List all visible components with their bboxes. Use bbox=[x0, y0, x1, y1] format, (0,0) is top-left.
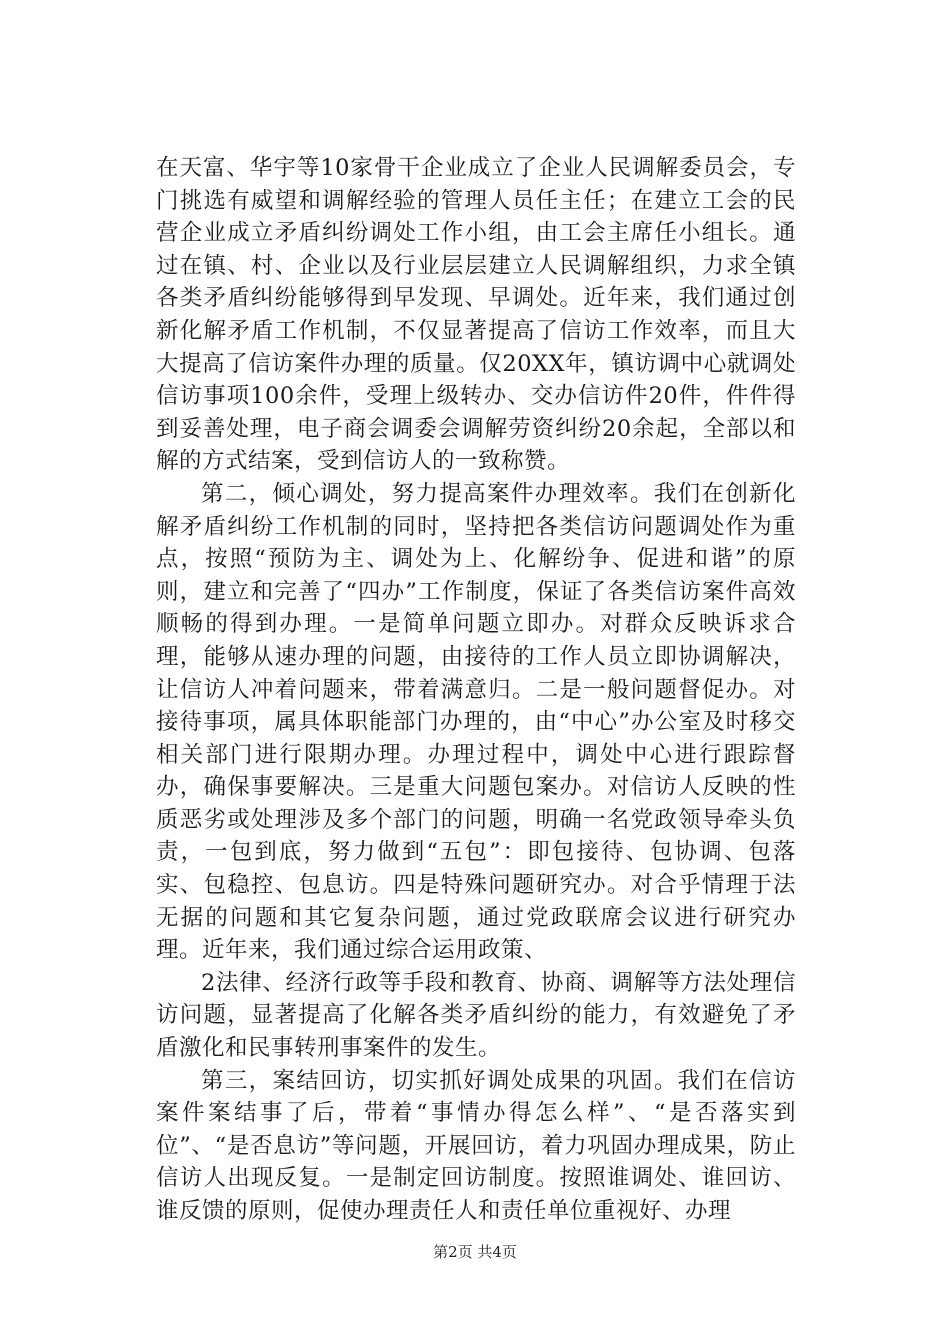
paragraph-3: 2法律、经济行政等手段和教育、协商、调解等方法处理信访问题，显著提高了化解各类矛盾纠纷的能力，有效避免了矛盾激化和民事转刑事案件的发生。 bbox=[156, 969, 796, 1062]
paragraph-4: 第三，案结回访，切实抓好调处成果的巩固。我们在信访案件案结事了后，带着“事情办得怎么样”、“是否落实到位”、“是否息访”等问题，开展回访，着力巩固办理成果，防止信访人出现反复。一是制定回访制度。按照谁调处、谁回访、谁反馈的原则，促使办理责任人和责任单位重视好、办理 bbox=[156, 1067, 796, 1224]
page-number-footer: 第2页 共4页 bbox=[433, 1243, 517, 1261]
paragraph-1: 在天富、华宇等10家骨干企业成立了企业人民调解委员会，专门挑选有威望和调解经验的管理人员任主任；在建立工会的民营企业成立矛盾纠纷调处工作小组，由工会主席任小组长。通过在镇、村、企业以及行业层层建立人民调解组织，力求全镇各类矛盾纠纷能够得到早发现、早调处。近年来，我们通过创新化解矛盾工作机制，不仅显著提高了信访工作效率，而且大大提高了信访案件办理的质量。仅20XX年，镇访调中心就调处信访事项100余件，受理上级转办、交办信访件20件，件件得到妥善处理，电子商会调委会调解劳资纠纷20余起，全部以和解的方式结案，受到信访人的一致称赞。 bbox=[156, 155, 796, 475]
document-body bbox=[156, 152, 796, 1228]
paragraph-2: 第二，倾心调处，努力提高案件办理效率。我们在创新化解矛盾纠纷工作机制的同时，坚持把各类信访问题调处作为重点，按照“预防为主、调处为上、化解纷争、促进和谐”的原则，建立和完善了“四办”工作制度，保证了各类信访案件高效顺畅的得到办理。一是简单问题立即办。对群众反映诉求合理，能够从速办理的问题，由接待的工作人员立即协调解决，让信访人冲着问题来，带着满意归。二是一般问题督促办。对接待事项，属具体职能部门办理的，由“中心”办公室及时移交相关部门进行限期办理。办理过程中，调处中心进行跟踪督办，确保事要解决。三是重大问题包案办。对信访人反映的性质恶劣或处理涉及多个部门的问题，明确一名党政领导牵头负责，一包到底，努力做到“五包”：即包接待、包协调、包落实、包稳控、包息访。四是特殊问题研究办。对合乎情理于法无据的问题和其它复杂问题，通过党政联席会议进行研究办理。近年来，我们通过综合运用政策、 bbox=[156, 480, 796, 964]
